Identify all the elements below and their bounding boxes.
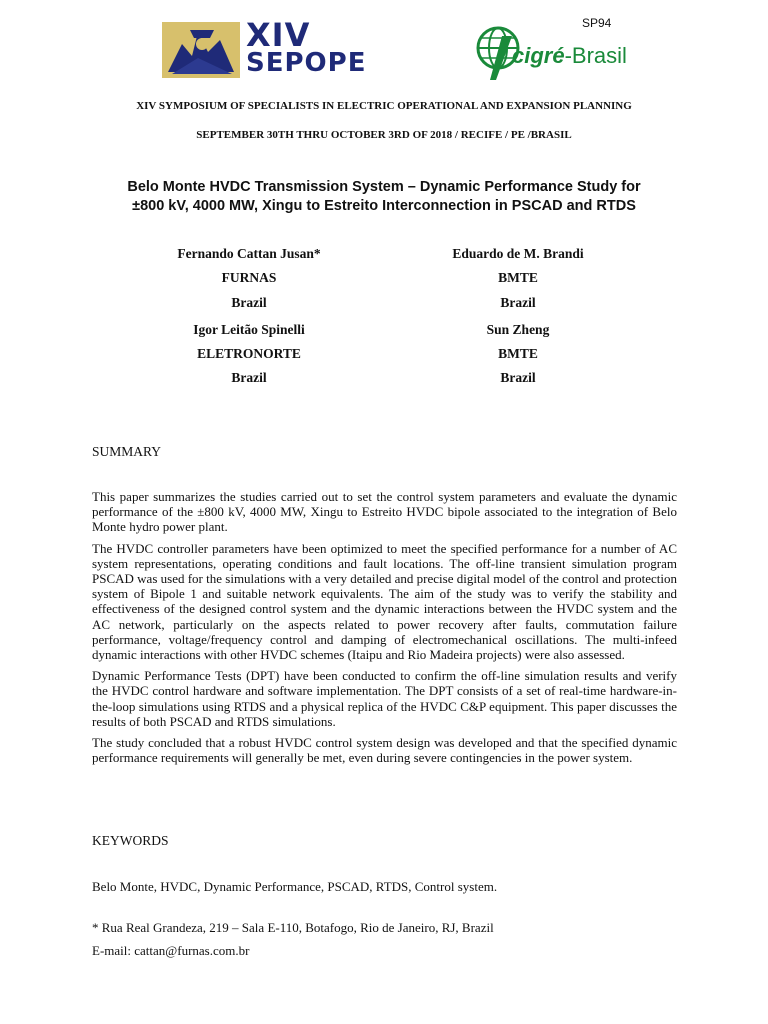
summary-paragraph: This paper summarizes the studies carried out to set the control system parameters and evaluate the dynamic performance of the ±800 kV, 4000 MW, Xingu to Estreito HVDC bipole associated to the integration of Belo Monte hydro power plant. xyxy=(92,489,677,535)
paper-title xyxy=(92,178,676,216)
cigre-logo-suffix: -Brasil xyxy=(564,43,627,68)
author-org: ELETRONORTE xyxy=(197,346,301,361)
keywords-text: Belo Monte, HVDC, Dynamic Performance, PSCAD, RTDS, Control system. xyxy=(92,879,498,894)
author-country: Brazil xyxy=(500,370,536,385)
sepope-logo xyxy=(162,16,367,80)
author-name: Sun Zheng xyxy=(486,322,550,337)
sepope-logo-line2: SEPOPE xyxy=(246,48,367,78)
sepope-emblem-icon xyxy=(162,22,240,78)
author-org: BMTE xyxy=(498,346,538,361)
author-name: Igor Leitão Spinelli xyxy=(193,322,305,337)
cigre-brasil-logo xyxy=(472,22,632,82)
footnote-email: E-mail: cattan@furnas.com.br xyxy=(92,943,250,958)
summary-heading: SUMMARY xyxy=(92,444,162,459)
paper-code: SP94 xyxy=(582,16,612,30)
symposium-header: XIV SYMPOSIUM OF SPECIALISTS IN ELECTRIC OPERATIONAL AND EXPANSION PLANNING xyxy=(136,100,632,112)
author-org: FURNAS xyxy=(221,270,277,285)
paper-title-line1: Belo Monte HVDC Transmission System – Dynamic Performance Study for xyxy=(127,179,641,195)
summary-paragraph: Dynamic Performance Tests (DPT) have been conducted to confirm the off-line simulation results and verify the HVDC control hardware and software implementation. The DPT consists of a set of real-time hardware-in-the-loop simulations using RTDS and a physical replica of the HVDC C&P equipment. This paper discusses the results of both PSCAD and RTDS simulations. xyxy=(92,668,677,729)
author-country: Brazil xyxy=(231,370,267,385)
sepope-logo-line1: XIV xyxy=(246,16,311,54)
author-org: BMTE xyxy=(498,270,538,285)
cigre-logo-text xyxy=(512,43,627,69)
paper-title-line2: ±800 kV, 4000 MW, Xingu to Estreito Interconnection in PSCAD and RTDS xyxy=(132,198,636,214)
cigre-logo-brand: cigré xyxy=(512,43,565,68)
author-name: Fernando Cattan Jusan* xyxy=(177,246,321,261)
footnote-address: * Rua Real Grandeza, 219 – Sala E-110, Botafogo, Rio de Janeiro, RJ, Brazil xyxy=(92,920,494,935)
summary-body xyxy=(92,489,677,771)
author-name: Eduardo de M. Brandi xyxy=(452,246,584,261)
summary-paragraph: The study concluded that a robust HVDC control system design was developed and that the specified dynamic performance requirements will generally be met, even during severe contingencies in the power system. xyxy=(92,735,677,766)
summary-paragraph: The HVDC controller parameters have been optimized to meet the specified performance for a number of AC system representations, operating conditions and fault locations. The off-line transient simulation program PSCAD was used for the simulations with a very detailed and precise digital model of the control and protection system of Bipole 1 and suitable network equivalents. The aim of the study was to verify the stability and effectiveness of the designed control system and the dynamic interactions between the HVDC system and the AC network, particularly on the aspects related to power recovery after faults, commutation failure performance, voltage/frequency control and damping of electromechanical oscillations. The multi-infeed dynamic interactions with other HVDC schemes (Itaipu and Rio Madeira projects) were also assessed. xyxy=(92,540,677,663)
keywords-heading: KEYWORDS xyxy=(92,833,169,848)
author-country: Brazil xyxy=(231,295,267,310)
author-country: Brazil xyxy=(500,295,536,310)
dates-header: SEPTEMBER 30TH THRU OCTOBER 3RD OF 2018 / RECIFE / PE /BRASIL xyxy=(196,129,572,141)
